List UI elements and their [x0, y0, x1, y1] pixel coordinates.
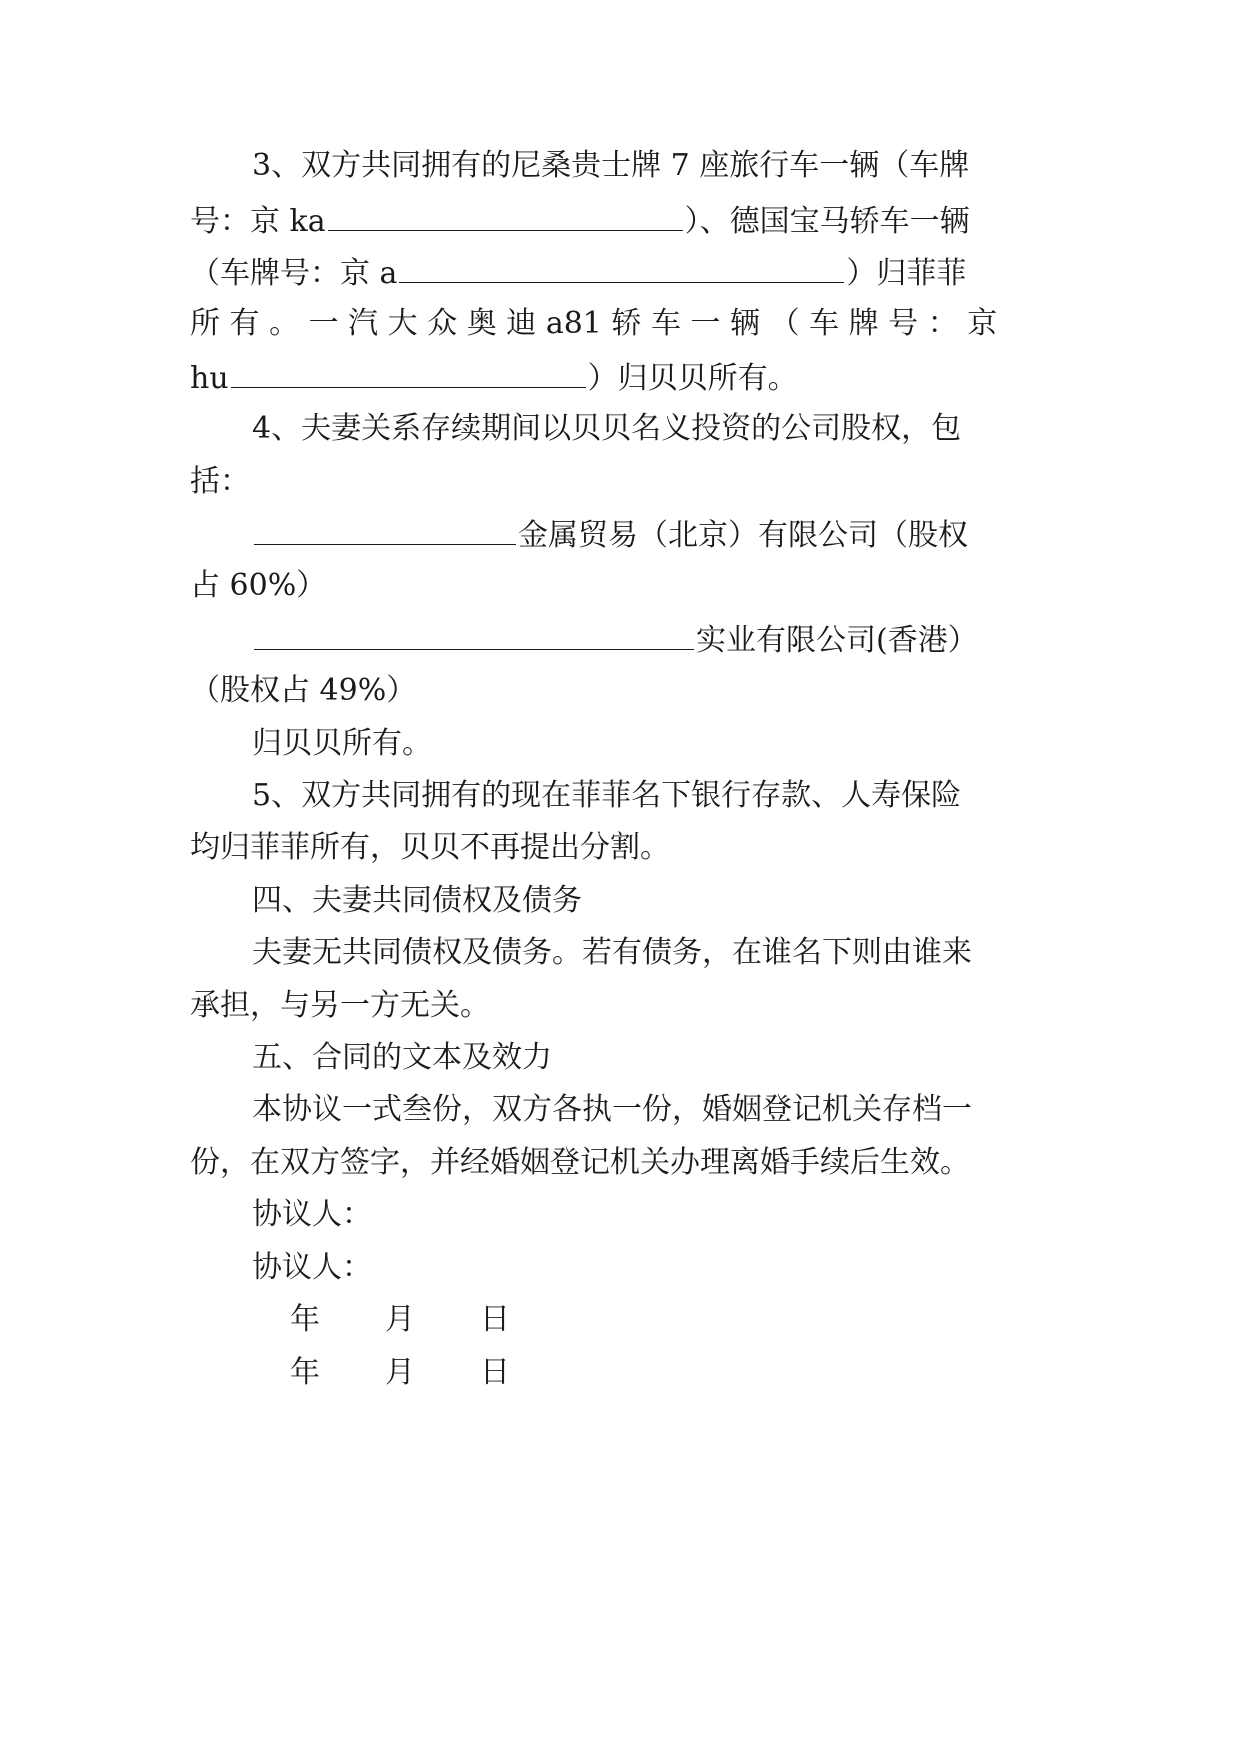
section5-line2: 份，在双方签字，并经婚姻登记机关办理离婚手续后生效。: [190, 1145, 970, 1180]
plate-suffix-1: ）、德国宝马轿车一辆: [684, 204, 970, 239]
company1-text: 金属贸易（北京）有限公司（股权: [518, 518, 968, 553]
item4-line2: 括：: [190, 464, 250, 499]
plate-suffix-2: ）归菲菲: [846, 256, 967, 291]
plate-blank-3: [231, 357, 586, 388]
date2-day: 日: [480, 1355, 510, 1390]
company2-text: 实业有限公司(香港）: [696, 623, 978, 658]
company1-line: [252, 514, 1050, 556]
signature-party1: 协议人：: [252, 1197, 372, 1232]
date1-year: 年: [290, 1302, 320, 1337]
date-line-1: [290, 1300, 510, 1340]
date1-month: 月: [385, 1302, 415, 1337]
item3-line3: [190, 252, 1050, 294]
plate-blank-1: [328, 200, 683, 231]
item5-line2: 均归菲菲所有，贝贝不再提出分割。: [190, 830, 670, 865]
item3-line5: [190, 357, 1050, 399]
company2-name-blank: [254, 619, 694, 650]
company1-share: 占 60%）: [190, 568, 327, 603]
section5-line1: 本协议一式叁份，双方各执一份，婚姻登记机关存档一: [252, 1092, 972, 1127]
section4-line1: 夫妻无共同债权及债务。若有债务，在谁名下则由谁来: [252, 935, 972, 970]
company2-share: （股权占 49%）: [190, 673, 417, 708]
plate-suffix-3: ）归贝贝所有。: [587, 361, 798, 396]
item4-line1: 4、夫妻关系存续期间以贝贝名义投资的公司股权，包: [252, 411, 962, 446]
item3-line1: 3、双方共同拥有的尼桑贵士牌 7 座旅行车一辆（车牌: [252, 148, 970, 183]
item4-owner: 归贝贝所有。: [252, 726, 432, 761]
item3-line4: 所 有 。 一 汽 大 众 奥 迪 a81 轿 车 一 辆 （ 车 牌 号 ： 京: [190, 306, 998, 341]
section4-heading: 四、夫妻共同债权及债务: [252, 883, 582, 918]
section4-line2: 承担，与另一方无关。: [190, 988, 490, 1023]
plate-prefix-2: （车牌号：京 a: [190, 256, 398, 291]
company1-name-blank: [254, 514, 516, 545]
item3-line2: [190, 200, 1050, 242]
date2-year: 年: [290, 1355, 320, 1390]
plate-blank-2: [399, 252, 844, 283]
plate-prefix-1: 号：京 ka: [190, 204, 326, 239]
date-line-2: [290, 1353, 510, 1393]
section5-heading: 五、合同的文本及效力: [252, 1040, 552, 1075]
date1-day: 日: [480, 1302, 510, 1337]
company2-line: [252, 619, 1050, 661]
signature-party2: 协议人：: [252, 1250, 372, 1285]
date2-month: 月: [385, 1355, 415, 1390]
item5-line1: 5、双方共同拥有的现在菲菲名下银行存款、人寿保险: [252, 778, 962, 813]
plate-prefix-3: hu: [190, 361, 229, 396]
